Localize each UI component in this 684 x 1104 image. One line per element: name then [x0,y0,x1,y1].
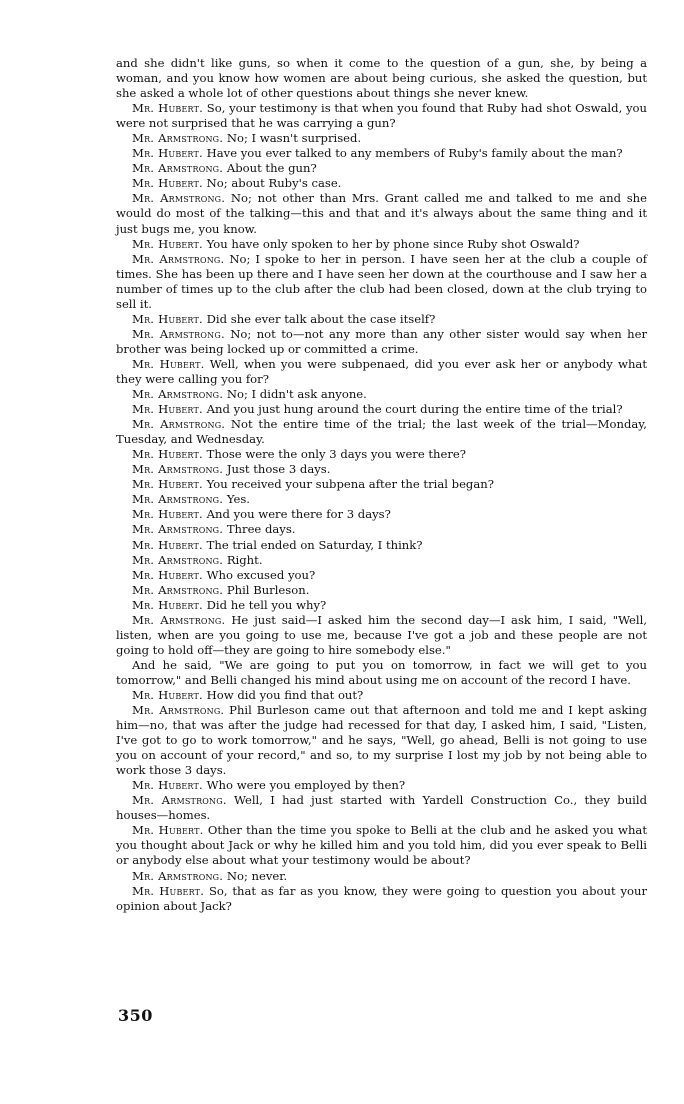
speaker-label: Mr. Armstrong. [132,703,225,718]
paragraph-text: No; never. [226,868,288,883]
paragraph-text: And you just hung around the court during the entire time of the trial? [206,402,623,417]
transcript-paragraph [116,312,647,327]
transcript-paragraph [116,131,647,146]
speaker-label: Mr. Armstrong. [132,492,224,507]
paragraph-text: Other than the time you spoke to Belli at the club and he asked you what you thought about Jack or why he killed him and you told him, did you ever speak to Belli or anybody else about what your testimony would be about? [116,823,648,868]
transcript-paragraph [116,583,647,598]
transcript-paragraph [116,387,647,402]
transcript-paragraph [116,793,647,823]
paragraph-text: Those were the only 3 days you were there? [206,447,466,462]
paragraph-text: You have only spoken to her by phone since Ruby shot Oswald? [206,236,580,251]
paragraph-text: And you were there for 3 days? [206,507,391,522]
paragraph-text: Phil Burleson came out that afternoon and told me and I kept asking him—no, that was after the judge had recessed for that day, I asked him, I said, "Listen, I've got to go to work tomorrow," and he says, "Well, go ahead, Belli is not going to use you on account of your record," and so, to my surprise I lost my job by not being able to work those 3 days. [116,703,647,778]
transcript-paragraph [116,191,647,236]
transcript-paragraph [116,658,647,688]
transcript-paragraph [116,161,647,176]
speaker-label: Mr. Armstrong. [132,612,226,627]
paragraph-text: You received your subpena after the trial began? [206,477,494,492]
speaker-label: Mr. Hubert. [132,687,203,702]
paragraph-text: No; not other than Mrs. Grant called me and talked to me and she would do most of the talking—this and that and it's always about the same thing and it just bugs me, you know. [116,191,648,236]
page-number: 350 [118,1006,153,1025]
transcript-paragraph [116,447,647,462]
transcript-paragraph [116,176,647,191]
transcript-paragraph [116,492,647,507]
transcript-paragraph [116,703,647,778]
paragraph-text: Yes. [226,492,250,507]
speaker-label: Mr. Armstrong. [132,161,224,176]
speaker-label: Mr. Hubert. [132,402,203,417]
transcript-paragraph [116,778,647,793]
speaker-label: Mr. Armstrong. [132,868,224,883]
transcript-paragraph [116,613,647,658]
speaker-label: Mr. Hubert. [132,146,203,161]
transcript-paragraph [116,237,647,252]
paragraph-text: Well, I had just started with Yardell Construction Co., they build houses—homes. [116,793,647,823]
transcript-paragraph [116,568,647,583]
paragraph-text: Not the entire time of the trial; the last week of the trial—Monday, Tuesday, and Wednesday. [116,417,647,447]
paragraph-text: Right. [226,552,263,567]
transcript-paragraph [116,869,647,884]
transcript-paragraph [116,884,647,914]
speaker-label: Mr. Armstrong. [132,191,226,206]
speaker-label: Mr. Armstrong. [132,417,226,432]
speaker-label: Mr. Hubert. [132,823,204,838]
speaker-label: Mr. Armstrong. [132,326,225,341]
paragraph-text: Phil Burleson. [226,582,310,597]
transcript-paragraph [116,477,647,492]
transcript-paragraph [116,101,647,131]
speaker-label: Mr. Armstrong. [132,582,224,597]
transcript-paragraph [116,402,647,417]
speaker-label: Mr. Hubert. [132,537,203,552]
paragraph-text: No; I didn't ask anyone. [226,387,367,402]
paragraph-text: No; not to—not any more than any other sister would say when her brother was being locked up or committed a crime. [116,326,647,356]
speaker-label: Mr. Hubert. [132,477,203,492]
paragraph-text: Have you ever talked to any members of Ruby's family about the man? [206,146,623,161]
speaker-label: Mr. Armstrong. [132,251,225,266]
paragraph-text: Did he tell you why? [206,597,327,612]
speaker-label: Mr. Hubert. [132,883,205,898]
transcript-paragraph [116,553,647,568]
transcript-paragraph [116,538,647,553]
speaker-label: Mr. Hubert. [132,597,203,612]
paragraph-text: And he said, "We are going to put you on tomorrow, in fact we will get to you tomorrow," and Belli changed his mind about using me on account of the record I have. [116,657,647,687]
speaker-label: Mr. Armstrong. [132,387,224,402]
paragraph-text: He just said—I asked him the second day—I ask him, I said, "Well, listen, when are you going to use me, because I've got a job and these people are not going to hold off—they are going to hire somebody else." [116,612,648,657]
transcript-paragraph [116,688,647,703]
transcript-paragraph [116,357,647,387]
speaker-label: Mr. Armstrong. [132,462,224,477]
transcript-paragraph [116,522,647,537]
transcript-paragraph [116,823,647,868]
paragraph-text: No; I wasn't surprised. [226,131,362,146]
paragraph-text: About the gun? [226,161,317,176]
paragraph-text: The trial ended on Saturday, I think? [206,537,423,552]
speaker-label: Mr. Armstrong. [132,793,227,808]
paragraph-text: Who were you employed by then? [206,778,406,793]
transcript-paragraph [116,598,647,613]
paragraph-text: No; I spoke to her in person. I have seen her at the club a couple of times. She has been up there and I have seen her down at the courthouse and I saw her a number of times up to the club after the club had been closed, down at the club trying to sell it. [116,251,647,311]
transcript-paragraph [116,417,647,447]
speaker-label: Mr. Hubert. [132,778,203,793]
paragraph-text: Three days. [226,522,296,537]
speaker-label: Mr. Hubert. [132,176,203,191]
transcript-paragraph [116,56,647,101]
speaker-label: Mr. Hubert. [132,101,204,116]
speaker-label: Mr. Hubert. [132,311,203,326]
speaker-label: Mr. Hubert. [132,447,203,462]
speaker-label: Mr. Armstrong. [132,131,224,146]
paragraph-text: So, that as far as you know, they were going to question you about your opinion about Jack? [116,883,647,913]
speaker-label: Mr. Hubert. [132,356,205,371]
transcript-paragraph [116,462,647,477]
speaker-label: Mr. Armstrong. [132,522,224,537]
paragraph-text: Who excused you? [206,567,316,582]
transcript-paragraph [116,146,647,161]
speaker-label: Mr. Hubert. [132,567,203,582]
paragraph-text: Just those 3 days. [226,462,331,477]
transcript-page [116,56,647,914]
transcript-paragraph [116,507,647,522]
paragraph-text: and she didn't like guns, so when it come to the question of a gun, she, by being a woman, and you know how women are about being curious, she asked the question, but she asked a whole lot of other questions about things she never knew. [116,56,647,101]
transcript-paragraph [116,327,647,357]
speaker-label: Mr. Armstrong. [132,552,224,567]
paragraph-text: How did you find that out? [206,687,364,702]
speaker-label: Mr. Hubert. [132,507,203,522]
paragraph-text: Did she ever talk about the case itself? [206,311,436,326]
transcript-paragraph [116,252,647,312]
paragraph-text: Well, when you were subpenaed, did you ever ask her or anybody what they were calling you for? [116,356,648,386]
speaker-label: Mr. Hubert. [132,236,203,251]
paragraph-text: So, your testimony is that when you found that Ruby had shot Oswald, you were not surprised that he was carrying a gun? [116,101,647,131]
paragraph-text: No; about Ruby's case. [206,176,342,191]
